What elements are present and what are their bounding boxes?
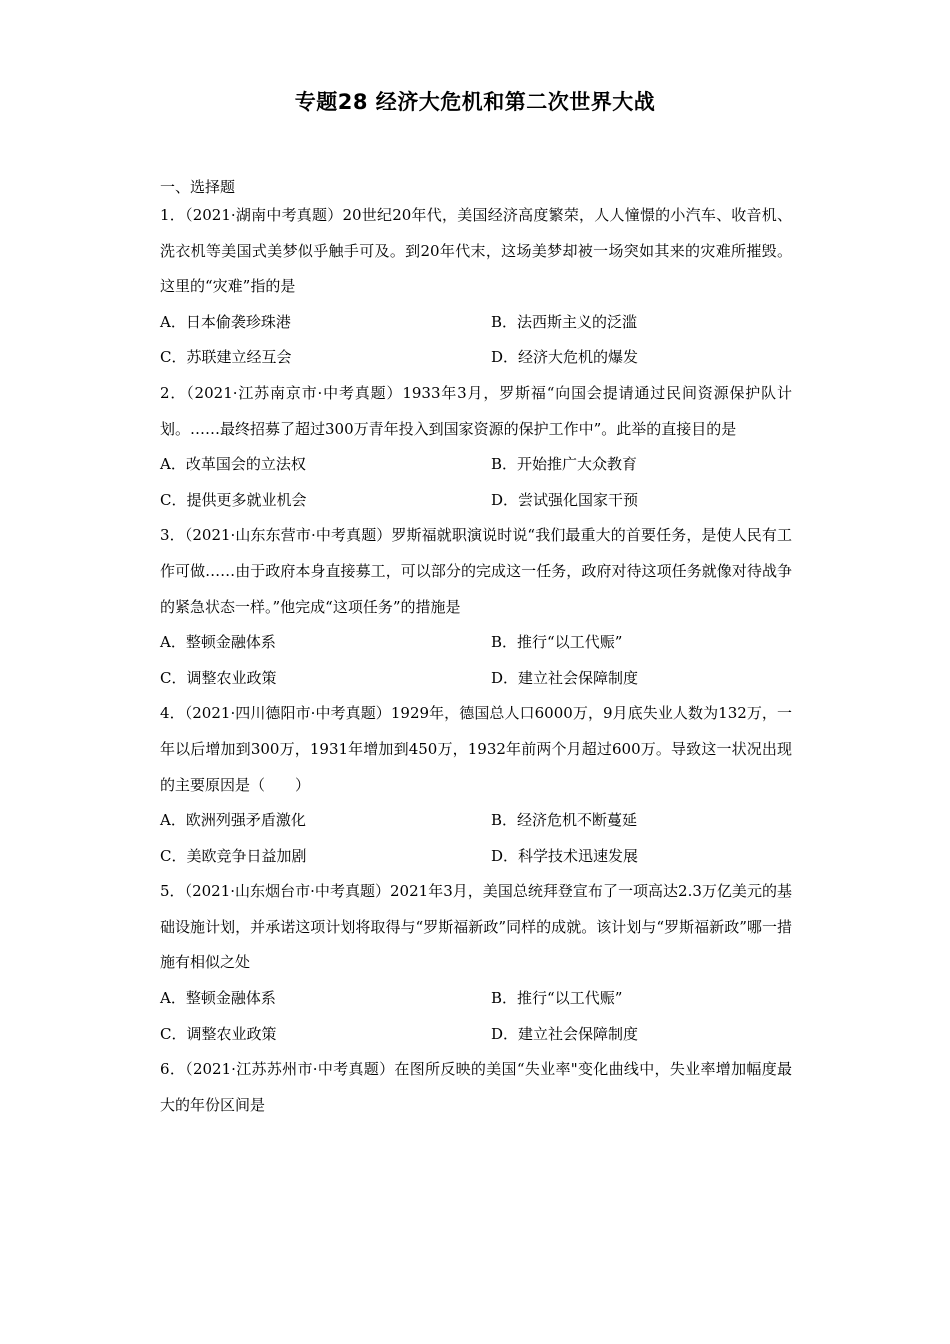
question-stem: 6．（2021·江苏苏州市·中考真题）在图所反映的美国“失业率"变化曲线中，失业率增加幅度最大的年份区间是 [160, 1060, 792, 1114]
question-stem: 5．（2021·山东烟台市·中考真题）2021年3月，美国总统拜登宣布了一项高达2.3万亿美元的基础设施计划，并承诺这项计划将取得与“罗斯福新政”同样的成就。该计划与“罗斯福新政”哪一措施有相似之处 [160, 882, 792, 972]
option-b: B．法西斯主义的泛滥 [491, 312, 638, 331]
option-a: A．整顿金融体系 [160, 633, 276, 652]
option-c: C．美欧竞争日益加剧 [160, 846, 307, 865]
option-b: B．推行“以工代赈” [491, 989, 623, 1008]
option-d: D．尝试强化国家干预 [491, 490, 639, 509]
option-c: C．调整农业政策 [160, 1024, 277, 1043]
option-a: A．整顿金融体系 [160, 989, 276, 1008]
question-stem: 4．（2021·四川德阳市·中考真题）1929年，德国总人口6000万，9月底失业人数为132万，一年以后增加到300万，1931年增加到450万，1932年前两个月超过600万。导致这一状况出现的主要原因是（ ） [160, 704, 792, 794]
document-content [160, 176, 792, 1123]
option-d: D．建立社会保障制度 [491, 1024, 639, 1043]
option-d: D．科学技术迅速发展 [491, 846, 639, 865]
document-title: 专题28 经济大危机和第二次世界大战 [294, 90, 656, 114]
question-2 [160, 376, 792, 518]
question-4 [160, 696, 792, 874]
question-5 [160, 874, 792, 1052]
option-d: D．经济大危机的爆发 [491, 348, 639, 367]
question-1 [160, 198, 792, 376]
question-options [160, 803, 792, 874]
option-b: B．开始推广大众教育 [491, 455, 638, 474]
section-heading: 一、选择题 [160, 178, 236, 196]
question-stem: 1．（2021·湖南中考真题）20世纪20年代，美国经济高度繁荣，人人憧憬的小汽车、收音机、洗衣机等美国式美梦似乎触手可及。到20年代末，这场美梦却被一场突如其来的灾难所摧毁。这里的“灾难”指的是 [160, 206, 792, 296]
option-c: C．调整农业政策 [160, 668, 277, 687]
question-options [160, 625, 792, 696]
option-b: B．推行“以工代赈” [491, 633, 623, 652]
option-a: A．改革国会的立法权 [160, 455, 306, 474]
question-stem: 2．（2021·江苏南京市·中考真题）1933年3月，罗斯福“向国会提请通过民间资源保护队计划。……最终招募了超过300万青年投入到国家资源的保护工作中”。此举的直接目的是 [160, 383, 792, 438]
question-options [160, 981, 792, 1052]
option-b: B．经济危机不断蔓延 [491, 811, 638, 830]
option-a: A．欧洲列强矛盾激化 [160, 811, 306, 830]
option-a: A．日本偷袭珍珠港 [160, 312, 291, 331]
question-6 [160, 1052, 792, 1123]
question-options [160, 447, 792, 518]
question-3 [160, 518, 792, 696]
option-c: C．苏联建立经互会 [160, 348, 292, 367]
question-stem: 3．（2021·山东东营市·中考真题）罗斯福就职演说时说“我们最重大的首要任务，是使人民有工作可做……由于政府本身直接募工，可以部分的完成这一任务，政府对待这项任务就像对待战争的紧急状态一样。”他完成“这项任务”的措施是 [160, 526, 792, 616]
question-options [160, 305, 792, 376]
option-c: C．提供更多就业机会 [160, 490, 307, 509]
option-d: D．建立社会保障制度 [491, 668, 639, 687]
